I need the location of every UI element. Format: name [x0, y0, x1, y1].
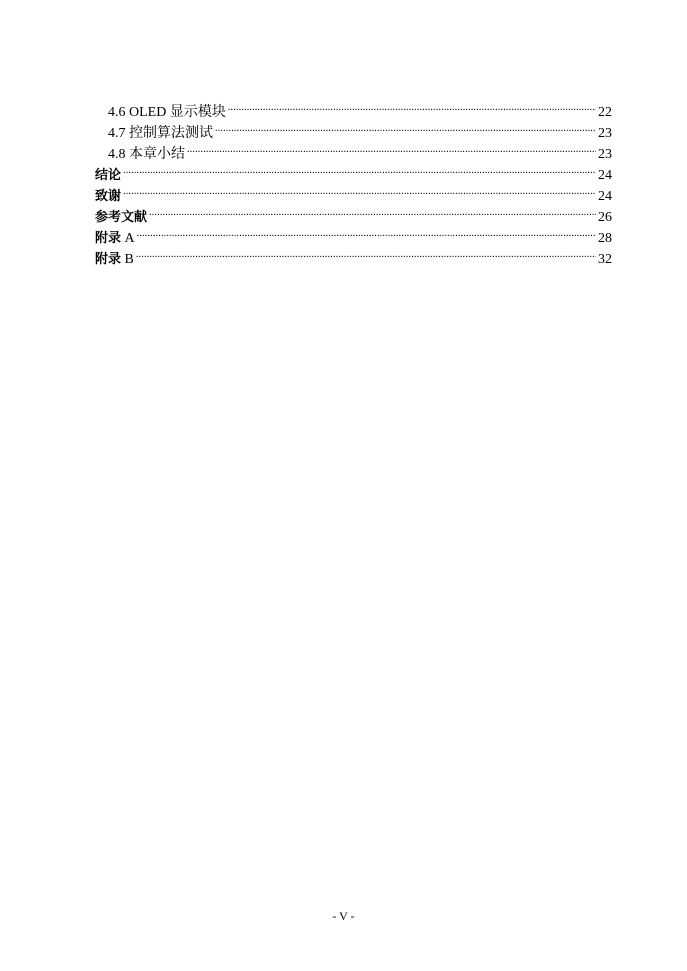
toc-entry-title: 4.7 控制算法测试 [108, 126, 213, 141]
toc-entry-page: 28 [598, 231, 612, 246]
toc-dot-leader [228, 95, 596, 116]
toc-entry-title-cjk: 附录 [95, 231, 122, 246]
toc-entry-title [95, 228, 135, 249]
toc-entry-appendix-a[interactable] [95, 221, 612, 246]
toc-entry-title: 4.8 本章小结 [108, 147, 185, 162]
toc-entry-appendix-b[interactable] [95, 242, 612, 267]
toc-entry-page: 32 [598, 252, 612, 267]
toc-dot-leader [215, 116, 596, 137]
toc-entry-title: 结论 [95, 168, 122, 183]
toc-entry-title-cjk: 附录 [95, 252, 122, 267]
toc-entry-page: 22 [598, 105, 612, 120]
toc-entry-page: 23 [598, 147, 612, 162]
toc-entry-page: 26 [598, 210, 612, 225]
toc-entry-references[interactable] [95, 200, 612, 225]
toc-entry-title: 参考文献 [95, 210, 148, 225]
toc-entry-title [95, 249, 134, 270]
toc-entry-page: 24 [598, 168, 612, 183]
toc-dot-leader [187, 137, 596, 158]
toc-entry-page: 23 [598, 126, 612, 141]
toc-entry-acknowledgements[interactable] [95, 179, 612, 204]
toc-dot-leader [136, 242, 596, 263]
toc-entry-title-latin: A [121, 231, 135, 246]
toc-entry-4-6[interactable] [95, 95, 612, 120]
toc-entry-title-latin: B [121, 252, 134, 267]
toc-entry-page: 24 [598, 189, 612, 204]
toc-dot-leader [137, 221, 596, 242]
toc-entry-title: 4.6 OLED 显示模块 [108, 105, 226, 120]
toc-dot-leader [123, 179, 596, 200]
table-of-contents [95, 95, 612, 267]
toc-entry-title: 致谢 [95, 189, 122, 204]
toc-entry-conclusion[interactable] [95, 158, 612, 183]
toc-dot-leader [149, 200, 596, 221]
toc-dot-leader [123, 158, 596, 179]
page-number: - V - [332, 909, 355, 923]
